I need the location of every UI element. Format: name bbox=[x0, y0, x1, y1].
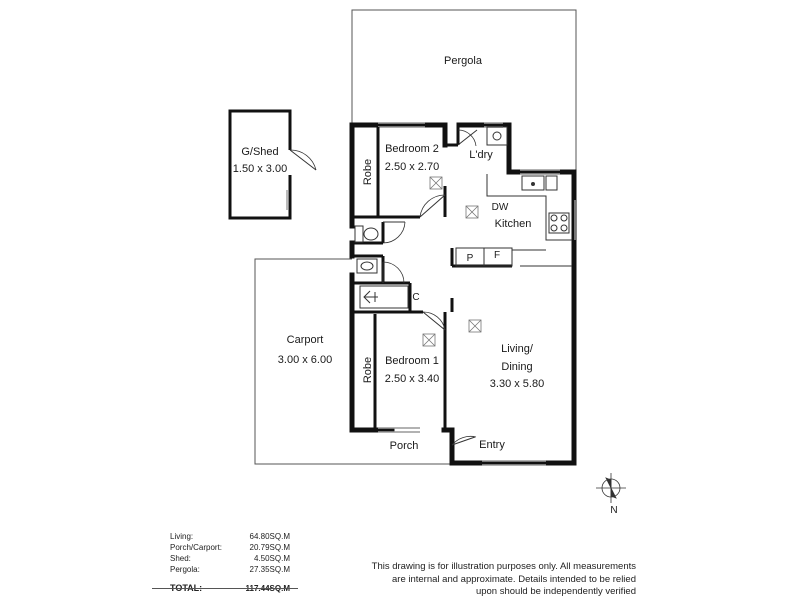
north-label: N bbox=[610, 505, 618, 516]
disclaimer bbox=[360, 561, 636, 599]
area-row-shed bbox=[170, 553, 290, 564]
bedroom2-size: 2.50 x 2.70 bbox=[384, 161, 440, 173]
disclaimer-line: This drawing is for illustration purposes only. All measurements bbox=[371, 561, 636, 572]
carport-label: Carport bbox=[286, 334, 324, 346]
kitchen-bench bbox=[487, 127, 572, 266]
area-row-living bbox=[170, 531, 290, 542]
area-value: 4.50SQ.M bbox=[253, 554, 290, 563]
bedroom1-label: Bedroom 1 bbox=[385, 355, 439, 367]
gshed-label: G/Shed bbox=[241, 146, 279, 158]
total-label: TOTAL: bbox=[170, 583, 203, 593]
laundry-label: L'dry bbox=[469, 149, 493, 161]
living-label-line2: Dining bbox=[501, 361, 533, 373]
dishwasher-label: DW bbox=[491, 202, 509, 213]
bedroom2-label: Bedroom 2 bbox=[385, 143, 439, 155]
area-label: Shed: bbox=[170, 554, 191, 563]
total-value: 117.44SQ.M bbox=[245, 584, 290, 593]
robe-bottom-label: Robe bbox=[362, 356, 374, 384]
area-divider bbox=[152, 588, 298, 589]
carport-size: 3.00 x 6.00 bbox=[277, 354, 333, 366]
fridge-label: F bbox=[493, 250, 501, 261]
bedroom1-size: 2.50 x 3.40 bbox=[384, 373, 440, 385]
disclaimer-line: upon should be independently verified bbox=[475, 586, 636, 597]
disclaimer-line: are internal and approximate. Details intended to be relied bbox=[392, 573, 636, 585]
area-row-pergola bbox=[170, 564, 290, 575]
area-value: 27.35SQ.M bbox=[249, 565, 290, 574]
porch-label: Porch bbox=[389, 440, 419, 452]
area-label: Living: bbox=[170, 532, 194, 541]
area-row-porch-carport bbox=[170, 542, 290, 553]
area-value: 20.79SQ.M bbox=[249, 543, 290, 552]
pantry-fridge bbox=[456, 248, 512, 266]
kitchen-label: Kitchen bbox=[494, 218, 532, 230]
living-label-line1: Living/ bbox=[501, 343, 533, 355]
linen-cupboard-label: C bbox=[412, 292, 420, 303]
living-size: 3.30 x 5.80 bbox=[489, 378, 545, 390]
robe-top-label: Robe bbox=[362, 158, 374, 186]
area-value: 64.80SQ.M bbox=[249, 532, 290, 541]
pantry-label: P bbox=[466, 253, 474, 264]
area-schedule bbox=[170, 531, 290, 594]
gshed-size: 1.50 x 3.00 bbox=[232, 163, 288, 175]
entry-label: Entry bbox=[479, 439, 505, 451]
north-arrow-icon bbox=[596, 473, 626, 503]
pergola-label: Pergola bbox=[444, 55, 482, 67]
area-label: Porch/Carport: bbox=[170, 543, 223, 552]
area-label: Pergola: bbox=[170, 565, 200, 574]
